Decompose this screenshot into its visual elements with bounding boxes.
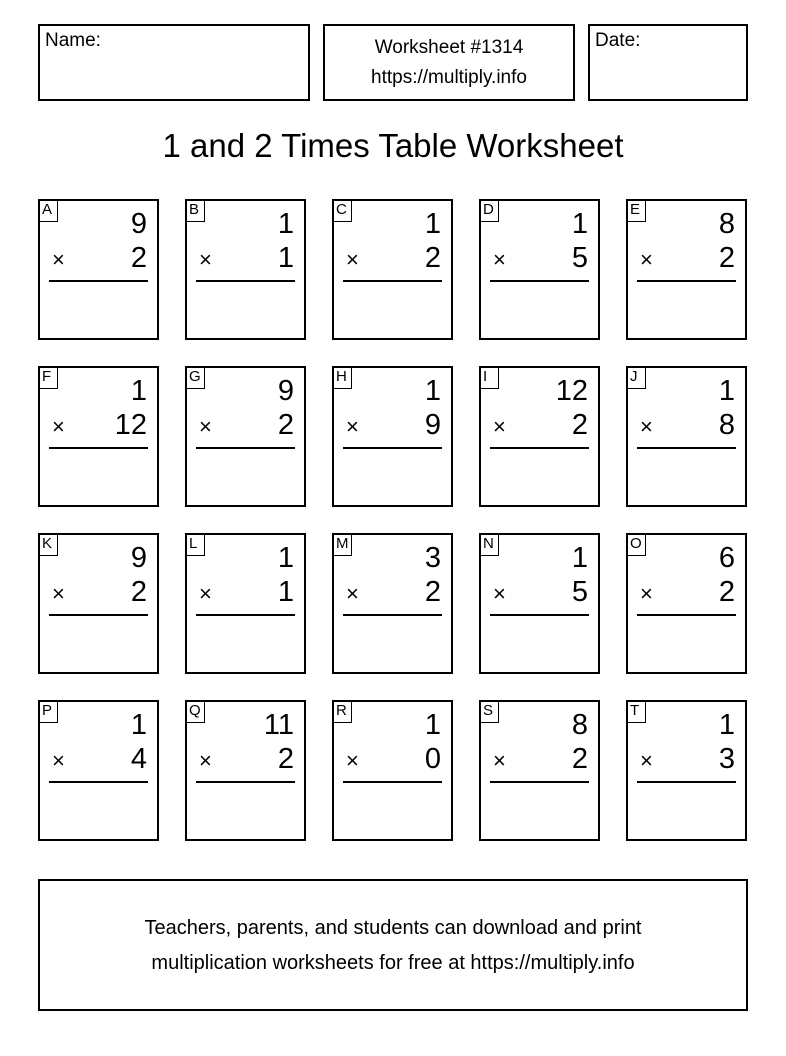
answer-line: [49, 280, 148, 282]
problem-card-q[interactable]: [185, 700, 306, 841]
footer-box: [38, 879, 748, 1011]
answer-line: [490, 447, 589, 449]
answer-line: [637, 781, 736, 783]
problem-letter: B: [185, 199, 205, 222]
answer-line: [637, 447, 736, 449]
problem-card-b[interactable]: [185, 199, 306, 340]
problem-card-e[interactable]: [626, 199, 747, 340]
answer-line: [49, 781, 148, 783]
answer-line: [196, 447, 295, 449]
problem-letter: R: [332, 700, 352, 723]
problem-card-m[interactable]: [332, 533, 453, 674]
answer-line: [343, 447, 442, 449]
multiplier: 2: [718, 576, 735, 608]
multiplier: 2: [277, 409, 294, 441]
answer-line: [637, 280, 736, 282]
times-icon: ×: [199, 414, 212, 439]
multiplicand: 9: [277, 375, 294, 407]
problem-card-d[interactable]: [479, 199, 600, 340]
worksheet-number: Worksheet #1314: [374, 37, 524, 58]
problem-card-j[interactable]: [626, 366, 747, 507]
multiplier: 5: [571, 576, 588, 608]
problem-card-p[interactable]: [38, 700, 159, 841]
times-icon: ×: [199, 581, 212, 606]
problem-card-n[interactable]: [479, 533, 600, 674]
problem-letter: K: [38, 533, 58, 556]
times-icon: ×: [346, 414, 359, 439]
multiplier: 2: [130, 576, 147, 608]
problem-letter: A: [38, 199, 58, 222]
multiplicand: 1: [130, 709, 147, 741]
times-icon: ×: [52, 581, 65, 606]
multiplicand: 1: [718, 375, 735, 407]
times-icon: ×: [493, 247, 506, 272]
times-icon: ×: [52, 748, 65, 773]
multiplier: 2: [424, 576, 441, 608]
problem-letter: F: [38, 366, 58, 389]
answer-line: [343, 781, 442, 783]
problem-card-f[interactable]: [38, 366, 159, 507]
multiplicand: 8: [571, 709, 588, 741]
problem-card-g[interactable]: [185, 366, 306, 507]
answer-line: [490, 781, 589, 783]
problem-card-r[interactable]: [332, 700, 453, 841]
problem-card-o[interactable]: [626, 533, 747, 674]
multiplier: 4: [130, 743, 147, 775]
multiplicand: 8: [718, 208, 735, 240]
answer-line: [196, 781, 295, 783]
multiplicand: 1: [571, 542, 588, 574]
times-icon: ×: [493, 581, 506, 606]
answer-line: [49, 614, 148, 616]
multiplier: 2: [718, 242, 735, 274]
problem-letter: S: [479, 700, 499, 723]
problem-letter: T: [626, 700, 646, 723]
footer-line-1: Teachers, parents, and students can download and print: [144, 917, 642, 939]
answer-line: [343, 614, 442, 616]
multiplier: 2: [277, 743, 294, 775]
multiplicand: 1: [130, 375, 147, 407]
answer-line: [196, 280, 295, 282]
multiplicand: 1: [277, 542, 294, 574]
date-label: Date:: [595, 30, 641, 51]
multiplicand: 1: [277, 208, 294, 240]
problem-letter: H: [332, 366, 352, 389]
multiplier: 9: [424, 409, 441, 441]
answer-line: [196, 614, 295, 616]
multiplicand: 1: [424, 375, 441, 407]
problem-letter: J: [626, 366, 646, 389]
problem-card-h[interactable]: [332, 366, 453, 507]
multiplicand: 12: [555, 375, 588, 407]
multiplier: 1: [277, 576, 294, 608]
problem-letter: P: [38, 700, 58, 723]
name-label: Name:: [45, 30, 101, 51]
times-icon: ×: [346, 748, 359, 773]
multiplier: 2: [130, 242, 147, 274]
page-title: 1 and 2 Times Table Worksheet: [162, 127, 624, 164]
times-icon: ×: [640, 414, 653, 439]
answer-line: [637, 614, 736, 616]
multiplicand: 6: [718, 542, 735, 574]
problem-card-a[interactable]: [38, 199, 159, 340]
multiplier: 2: [571, 409, 588, 441]
multiplier: 12: [114, 409, 147, 441]
multiplicand: 1: [424, 709, 441, 741]
problem-letter: M: [332, 533, 352, 556]
footer-line-2: multiplication worksheets for free at https://multiply.info: [151, 952, 635, 974]
multiplier: 3: [718, 743, 735, 775]
times-icon: ×: [493, 748, 506, 773]
multiplier: 1: [277, 242, 294, 274]
problem-card-t[interactable]: [626, 700, 747, 841]
problem-card-k[interactable]: [38, 533, 159, 674]
problem-card-l[interactable]: [185, 533, 306, 674]
times-icon: ×: [52, 414, 65, 439]
multiplier: 2: [424, 242, 441, 274]
problem-letter: G: [185, 366, 205, 389]
problem-letter: O: [626, 533, 646, 556]
times-icon: ×: [640, 247, 653, 272]
answer-line: [490, 280, 589, 282]
problem-letter: E: [626, 199, 646, 222]
multiplicand: 3: [424, 542, 441, 574]
times-icon: ×: [199, 247, 212, 272]
problem-card-c[interactable]: [332, 199, 453, 340]
times-icon: ×: [640, 748, 653, 773]
problem-letter: C: [332, 199, 352, 222]
problem-letter: L: [185, 533, 205, 556]
problem-letter: I: [479, 366, 499, 389]
times-icon: ×: [493, 414, 506, 439]
times-icon: ×: [199, 748, 212, 773]
multiplicand: 9: [130, 542, 147, 574]
multiplier: 0: [424, 743, 441, 775]
problem-letter: D: [479, 199, 499, 222]
multiplier: 8: [718, 409, 735, 441]
answer-line: [49, 447, 148, 449]
problem-card-s[interactable]: [479, 700, 600, 841]
multiplicand: 9: [130, 208, 147, 240]
multiplicand: 11: [263, 709, 294, 741]
problem-card-i[interactable]: [479, 366, 600, 507]
multiplier: 2: [571, 743, 588, 775]
multiplicand: 1: [424, 208, 441, 240]
times-icon: ×: [346, 581, 359, 606]
problem-letter: Q: [185, 700, 205, 723]
times-icon: ×: [52, 247, 65, 272]
times-icon: ×: [640, 581, 653, 606]
multiplier: 5: [571, 242, 588, 274]
multiplicand: 1: [718, 709, 735, 741]
times-icon: ×: [346, 247, 359, 272]
answer-line: [490, 614, 589, 616]
worksheet-url: https://multiply.info: [371, 67, 527, 88]
multiplicand: 1: [571, 208, 588, 240]
answer-line: [343, 280, 442, 282]
problem-letter: N: [479, 533, 499, 556]
